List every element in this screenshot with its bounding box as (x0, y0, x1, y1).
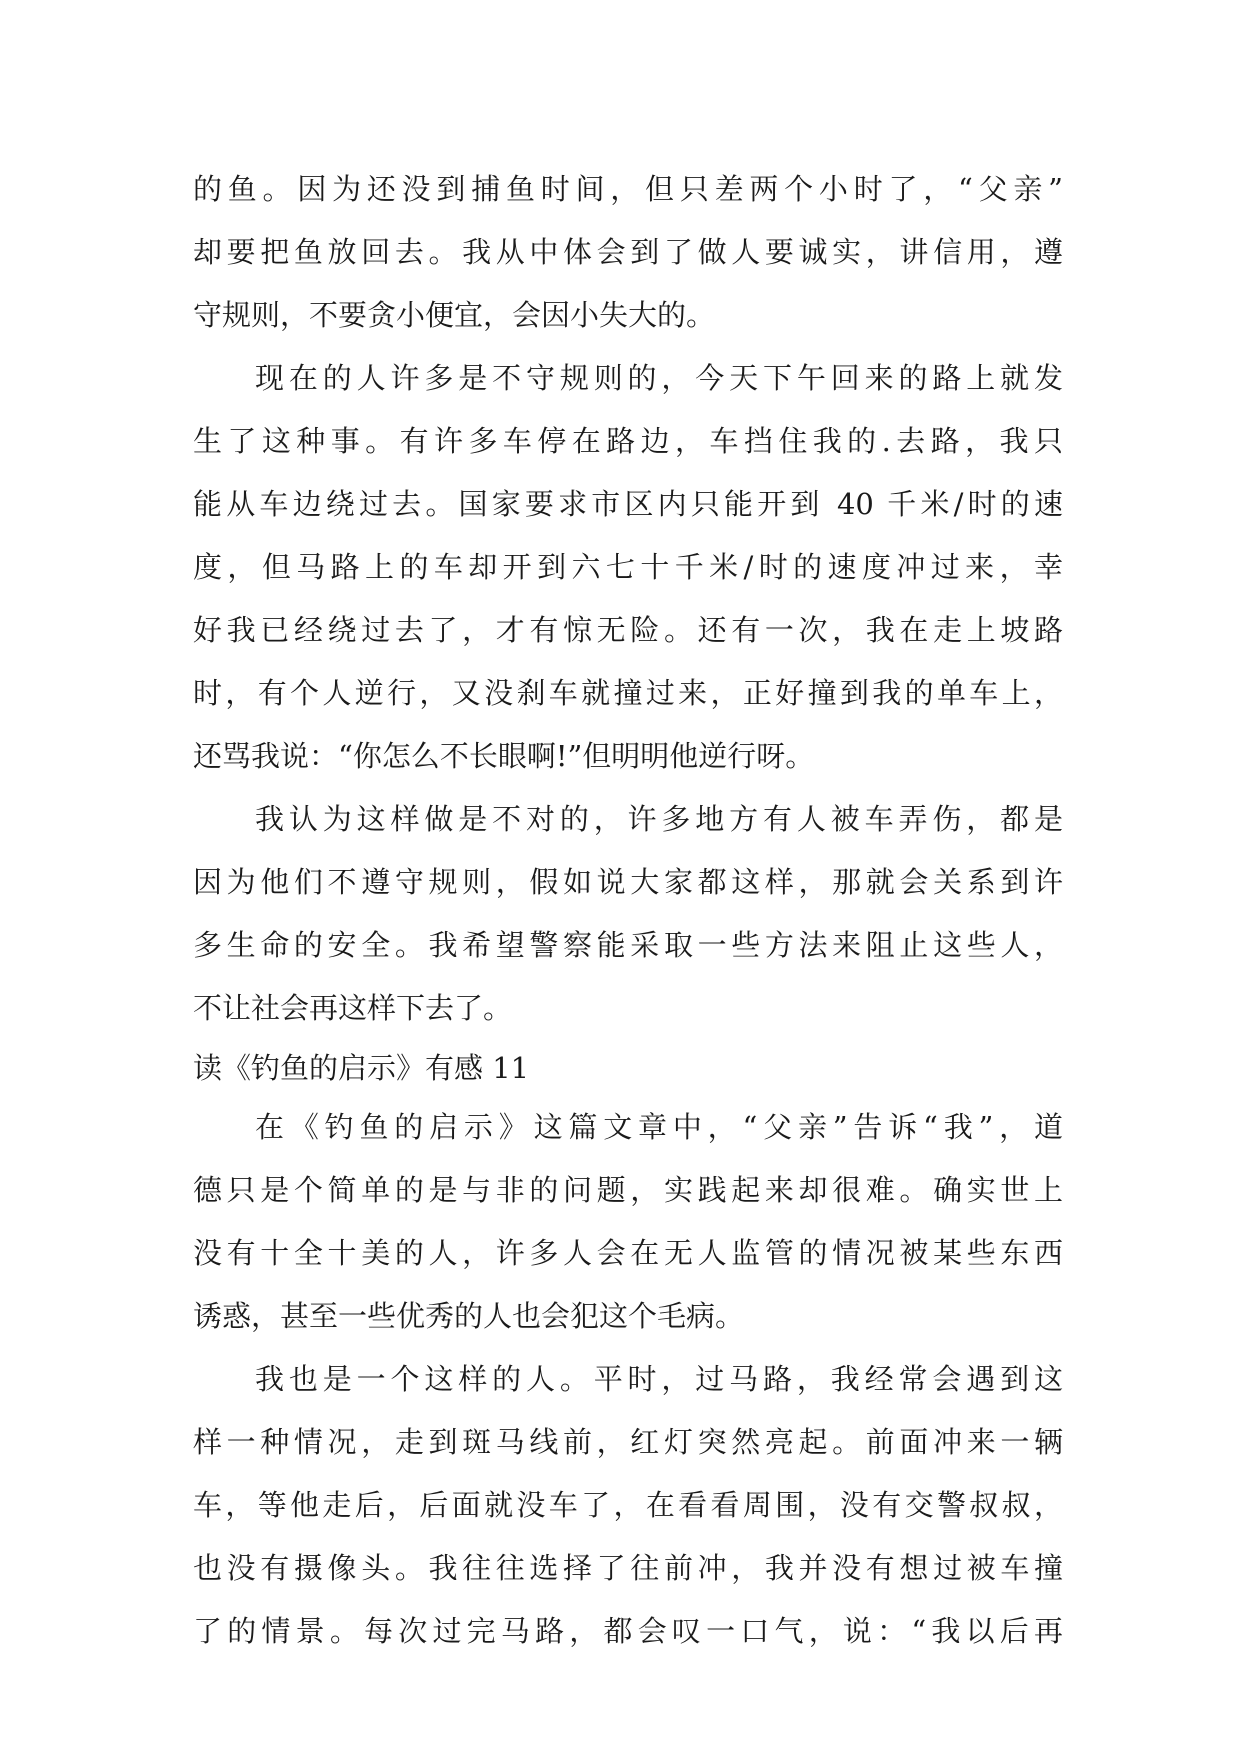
text-line: 能从车边绕过去。国家要求市区内只能开到 40 千米/时的速 (193, 487, 1063, 521)
text-line: 的鱼。因为还没到捕鱼时间，但只差两个小时了，“父亲” (193, 172, 1063, 206)
paragraph (193, 788, 1063, 1040)
text-line: 时，有个人逆行，又没刹车就撞过来，正好撞到我的单车上， (193, 676, 1063, 710)
paragraph (193, 347, 1063, 788)
document-body (193, 158, 1063, 1663)
text-line: 好我已经绕过去了，才有惊无险。还有一次，我在走上坡路 (193, 613, 1063, 647)
text-line: 生了这种事。有许多车停在路边，车挡住我的.去路，我只 (193, 424, 1063, 458)
text-line: 也没有摄像头。我往往选择了往前冲，我并没有想过被车撞 (193, 1551, 1063, 1585)
heading-text: 读《钓鱼的启示》有感 11 (193, 1051, 530, 1085)
text-line: 车，等他走后，后面就没车了，在看看周围，没有交警叔叔， (193, 1488, 1063, 1522)
text-line: 没有十全十美的人，许多人会在无人监管的情况被某些东西 (193, 1236, 1063, 1270)
text-line: 诱惑，甚至一些优秀的人也会犯这个毛病。 (193, 1299, 745, 1333)
section-heading (193, 1040, 1063, 1096)
text-line: 了的情景。每次过完马路，都会叹一口气，说：“我以后再 (193, 1614, 1063, 1648)
text-line: 我认为这样做是不对的，许多地方有人被车弄伤，都是 (255, 802, 1063, 836)
text-line: 守规则，不要贪小便宜，会因小失大的。 (193, 298, 716, 332)
text-line: 度，但马路上的车却开到六七十千米/时的速度冲过来，幸 (193, 550, 1063, 584)
text-line: 不让社会再这样下去了。 (193, 991, 513, 1025)
text-line: 现在的人许多是不守规则的，今天下午回来的路上就发 (255, 361, 1063, 395)
text-line: 在《钓鱼的启示》这篇文章中，“父亲”告诉“我”，道 (255, 1110, 1063, 1144)
text-line: 样一种情况，走到斑马线前，红灯突然亮起。前面冲来一辆 (193, 1425, 1063, 1459)
text-line: 却要把鱼放回去。我从中体会到了做人要诚实，讲信用，遵 (193, 235, 1063, 269)
paragraph (193, 158, 1063, 347)
text-line: 还骂我说：“你怎么不长眼啊!”但明明他逆行呀。 (193, 739, 815, 773)
text-line: 因为他们不遵守规则，假如说大家都这样，那就会关系到许 (193, 865, 1063, 899)
text-line: 多生命的安全。我希望警察能采取一些方法来阻止这些人， (193, 928, 1063, 962)
paragraph (193, 1096, 1063, 1348)
text-line: 德只是个简单的是与非的问题，实践起来却很难。确实世上 (193, 1173, 1063, 1207)
text-line: 我也是一个这样的人。平时，过马路，我经常会遇到这 (255, 1362, 1063, 1396)
paragraph (193, 1348, 1063, 1663)
